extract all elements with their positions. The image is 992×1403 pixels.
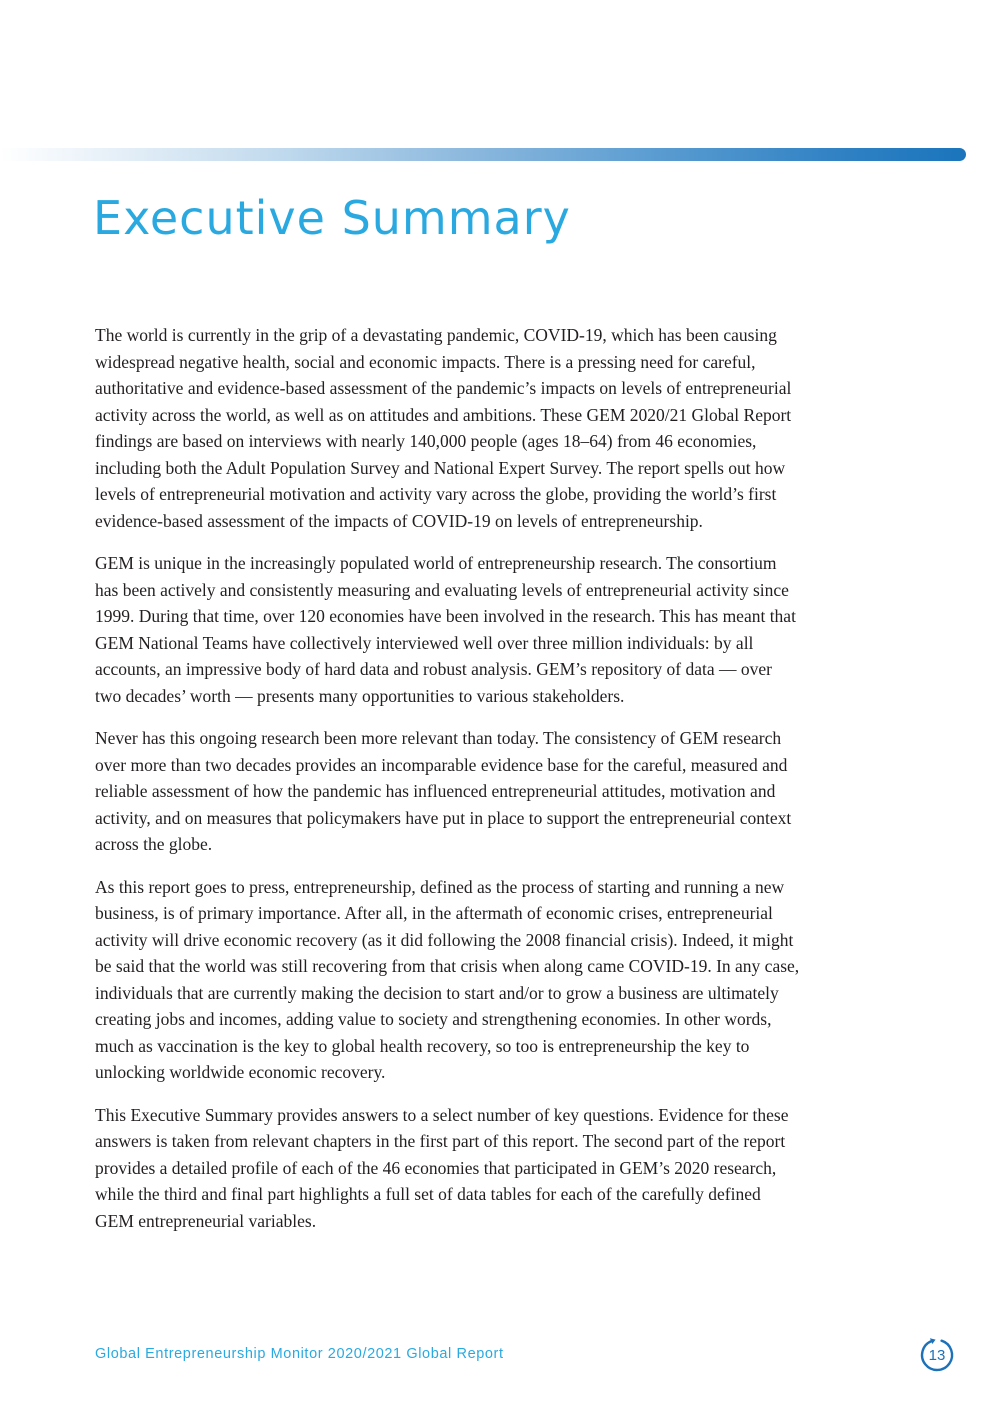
footer-report-title: Global Entrepreneurship Monitor 2020/2021 Global Report — [95, 1346, 504, 1362]
paragraph-3: Never has this ongoing research been more relevant than today. The consistency of GEM research over more than two decades provides an incomparable evidence base for the careful, measured and reliable assessment of how the pandemic has influenced entrepreneurial attitudes, motivation and activity, and on measures that policymakers have put in place to support the entrepreneurial context across the globe. — [95, 728, 792, 854]
paragraph-5: This Executive Summary provides answers to a select number of key questions. Evidence for these answers is taken from relevant chapters in the first part of this report. The second part of the report provides a detailed profile of each of the 46 economies that participated in GEM’s 2020 research, while the third and final part highlights a full set of data tables for each of the carefully defined GEM entrepreneurial variables. — [95, 1104, 789, 1231]
page-number-badge — [917, 1334, 957, 1374]
body-text — [95, 322, 801, 1250]
page-number: 13 — [928, 1346, 946, 1364]
page-footer — [95, 1334, 957, 1374]
paragraph-4: As this report goes to press, entrepreneurship, defined as the process of starting and running a new business, is of primary importance. After all, in the aftermath of economic crises, entrepreneurial activity will drive economic recovery (as it did following the 2008 financial crisis). Indeed, it might be said that the world was still recovering from that crisis when along came COVID-19. In any case, individuals that are currently making the decision to start and/or to grow a business are ultimately creating jobs and incomes, adding value to society and strengthening economies. In other words, much as vaccination is the key to global health recovery, so too is entrepreneurship the key to unlocking worldwide economic recovery. — [95, 876, 800, 1082]
page-title: Executive Summary — [93, 191, 571, 245]
paragraph-2: GEM is unique in the increasingly populated world of entrepreneurship research. The consortium has been actively and consistently measuring and evaluating levels of entrepreneurial activity since 1999. During that time, over 120 economies have been involved in the research. This has meant that GEM National Teams have collectively interviewed well over three million individuals: by all accounts, an impressive body of hard data and robust analysis. GEM’s repository of data — over two decades’ worth — presents many opportunities to various stakeholders. — [95, 553, 796, 706]
paragraph-1: The world is currently in the grip of a devastating pandemic, COVID-19, which has been causing widespread negative health, social and economic impacts. There is a pressing need for careful, authoritative and evidence-based assessment of the pandemic’s impacts on levels of entrepreneurial activity across the world, as well as on attitudes and ambitions. These GEM 2020/21 Global Report findings are based on interviews with nearly 140,000 people (ages 18–64) from 46 economies, including both the Adult Population Survey and National Expert Survey. The report spells out how levels of entrepreneurial motivation and activity vary across the globe, providing the world’s first evidence-based assessment of the impacts of COVID-19 on levels of entrepreneurship. — [95, 325, 792, 531]
header-gradient-bar — [0, 148, 966, 161]
